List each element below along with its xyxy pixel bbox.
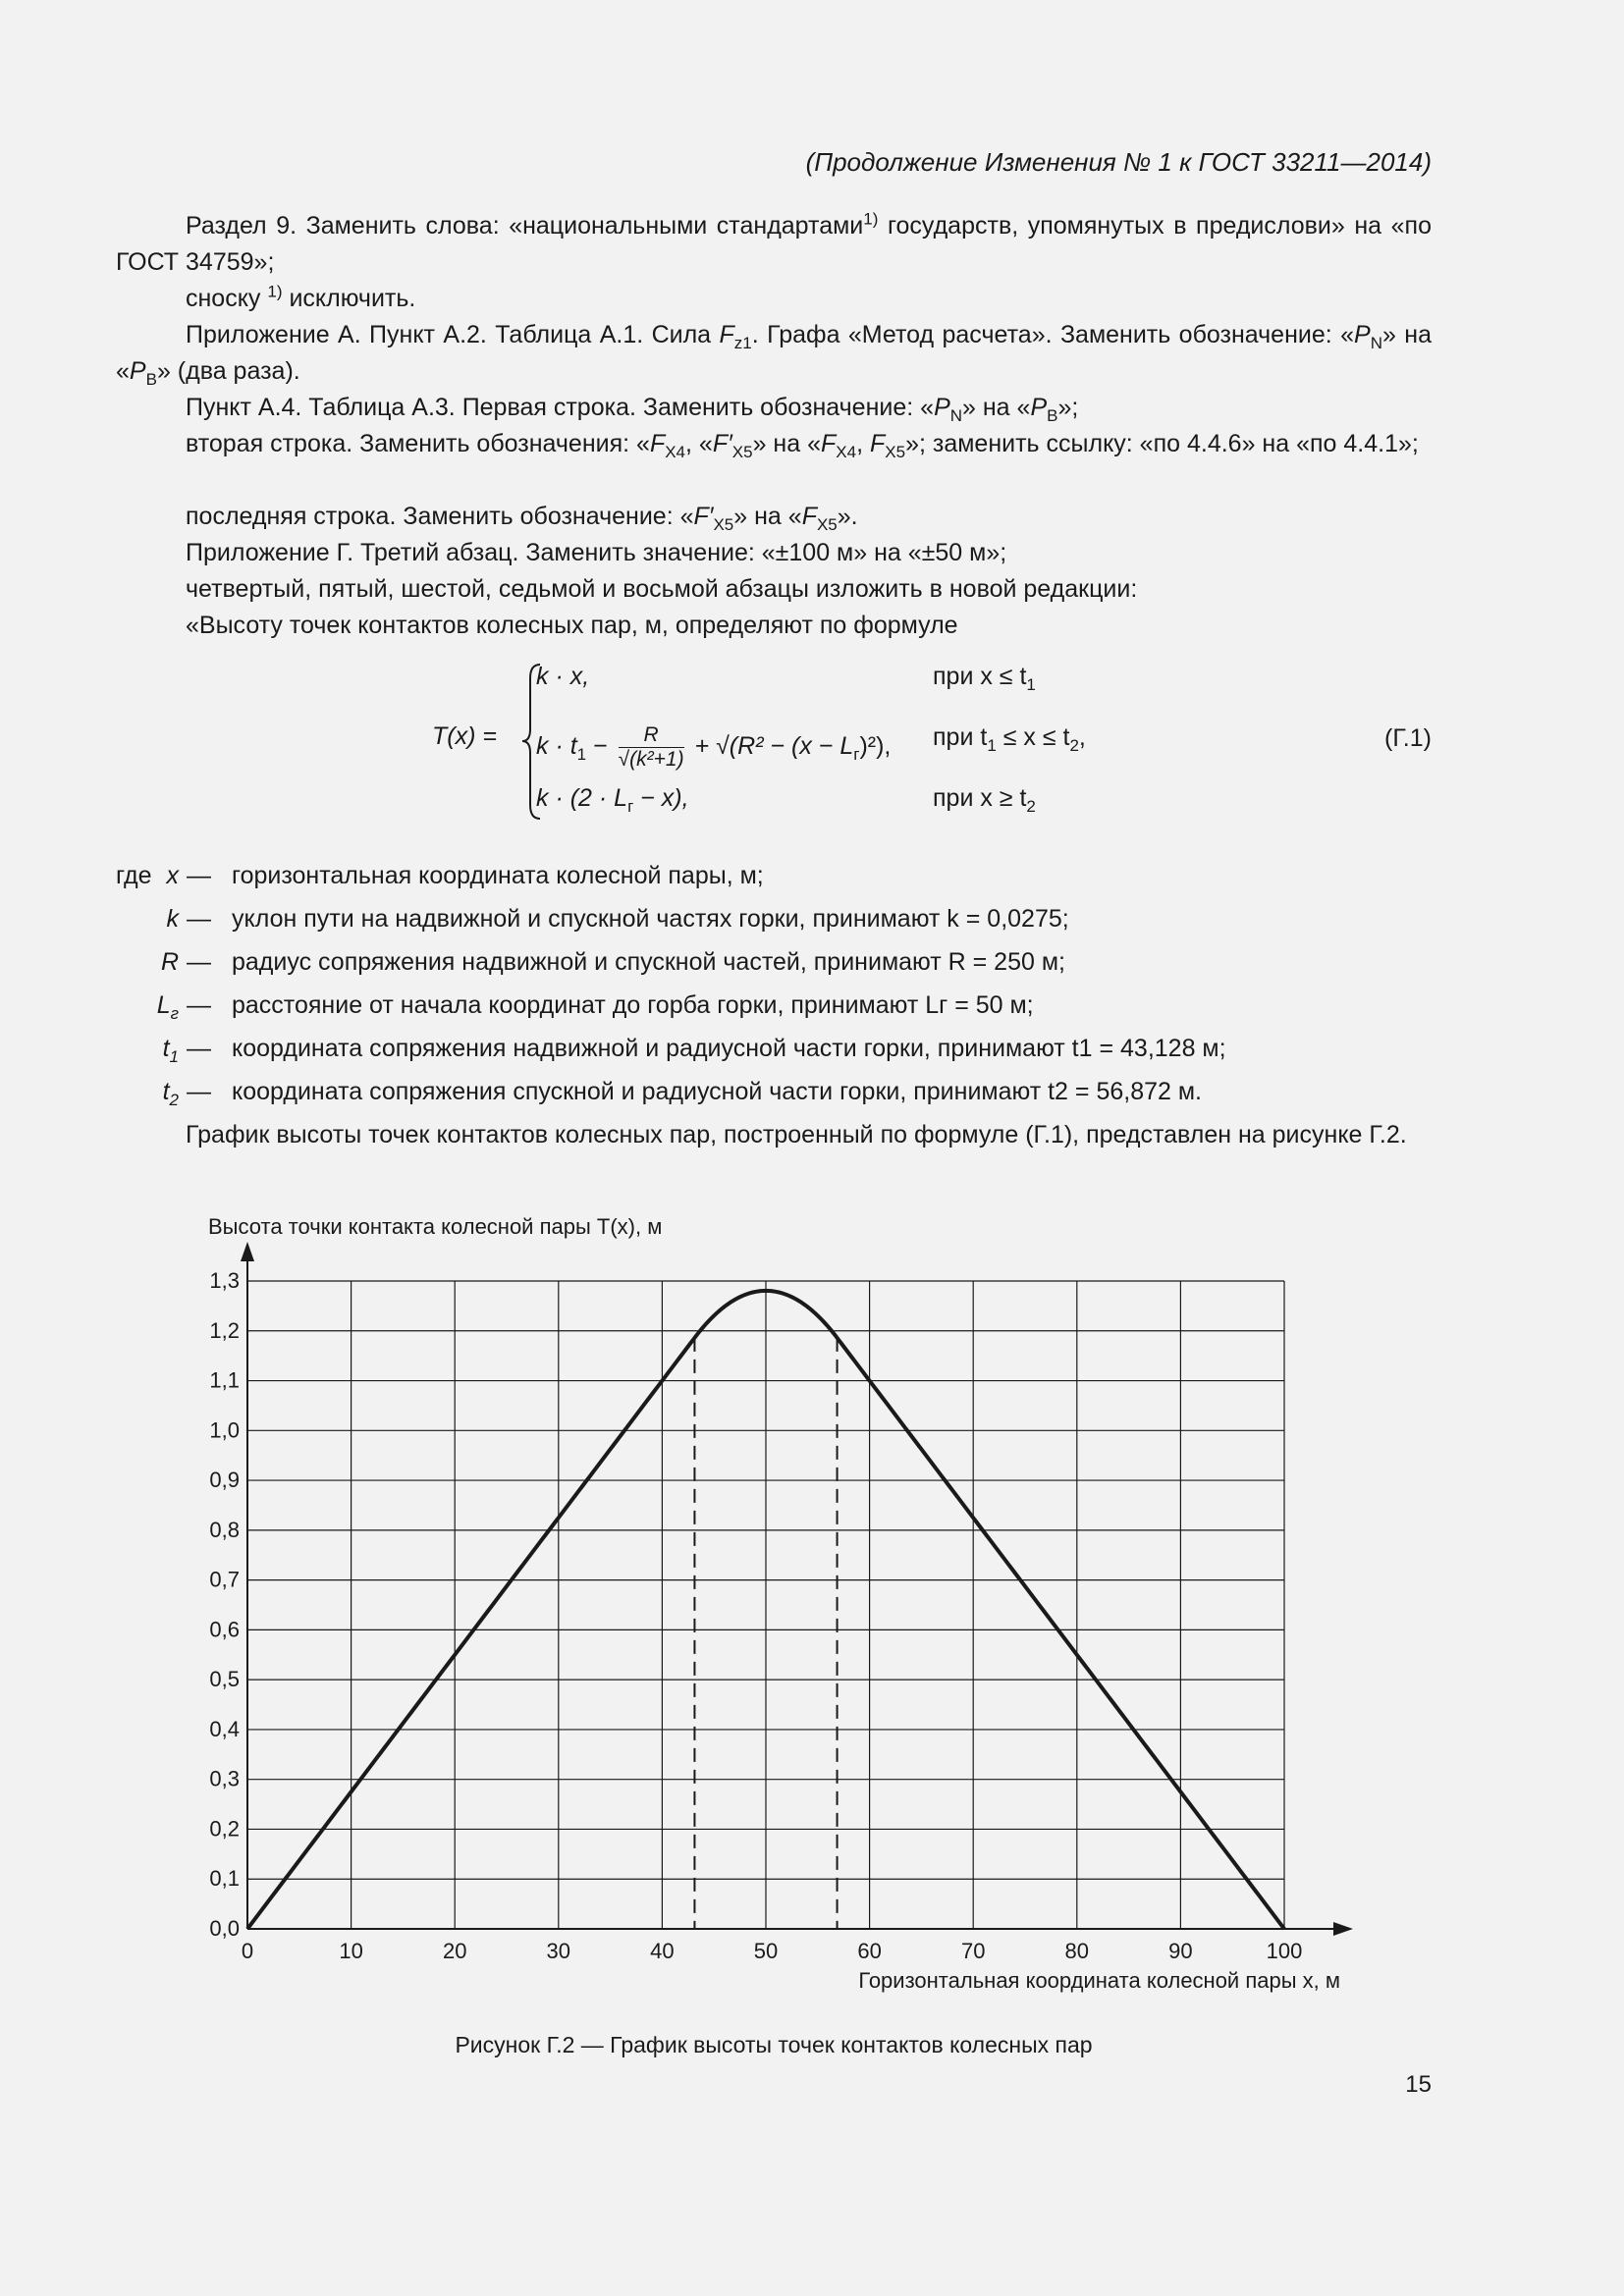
definition-symbol: x	[166, 862, 179, 889]
y-tick-label: 1,1	[209, 1367, 240, 1393]
page-number: 15	[1405, 2071, 1432, 2098]
y-tick-label: 0,2	[209, 1816, 240, 1842]
y-axis-arrow-icon	[241, 1242, 254, 1261]
paragraph-last-row: последняя строка. Заменить обозначение: «$F'_{X5}$» на «$F_{X5}$».	[186, 503, 858, 534]
figure-caption: Рисунок Г.2 — График высоты точек контактов колесных пар	[455, 2032, 1093, 2057]
definition-symbol: $t_1$	[162, 1035, 179, 1066]
height-chart	[187, 1212, 1365, 1998]
formula-condition-1: при $x \le t_1$	[933, 663, 1036, 694]
definition-symbol: k	[166, 905, 179, 933]
paragraph-footnote: сноску $^{1)}$ исключить.	[186, 282, 416, 312]
x-tick-label: 80	[1064, 1939, 1090, 1963]
y-tick-label: 0,5	[209, 1667, 240, 1692]
x-tick-label: 20	[442, 1939, 467, 1963]
x-tick-label: 60	[857, 1939, 882, 1963]
x-axis-arrow-icon	[1333, 1922, 1353, 1936]
formula-g1	[116, 653, 1432, 829]
formula-lhs: T(x) =	[432, 722, 497, 750]
x-tick-label: 100	[1266, 1939, 1303, 1963]
y-tick-label: 0,8	[209, 1517, 240, 1542]
definition-symbol: $t_2$	[162, 1078, 179, 1109]
paragraph-second-row: вторая строка. Заменить обозначения: «$F_{X4}$, «$F'_{X5}$» на «$F_{X4}$, $F_{X5}$»; заменить ссылку: «по 4.4.6» на «по 4.4.1»;	[186, 430, 1419, 461]
x-tick-label: 30	[546, 1939, 571, 1963]
y-tick-label: 0,6	[209, 1617, 240, 1642]
paragraph-appendix-a4: Пункт А.4. Таблица А.3. Первая строка. Заменить обозначение: «$P_N$» на «$P_В$»;	[186, 394, 1079, 425]
x-tick-label: 70	[960, 1939, 986, 1963]
x-tick-label: 10	[339, 1939, 363, 1963]
equation-number: (Г.1)	[1384, 724, 1432, 752]
formula-case-2: $k \cdot t_1$ − $\frac{R}{\text{√(k²+1)}}$ + $√(R^2 - (x - L_г)^2)$,	[536, 723, 892, 771]
x-tick-label: 50	[753, 1939, 779, 1963]
x-tick-label: 0	[241, 1939, 254, 1963]
tick-labels	[209, 1268, 1302, 1963]
y-tick-label: 0,1	[209, 1866, 240, 1892]
page-header: (Продолжение Изменения № 1 к ГОСТ 33211—2014)	[805, 147, 1432, 177]
x-tick-label: 40	[650, 1939, 675, 1963]
y-tick-label: 0,3	[209, 1766, 240, 1791]
grid	[241, 1242, 1353, 1936]
formula-condition-2: при $t_1 \le x \le t_2$,	[933, 723, 1086, 755]
formula-case-1: k · x,	[536, 663, 590, 690]
formula-condition-3: при $x \ge t_2$	[933, 784, 1036, 816]
paragraph-section-9: Раздел 9. Заменить слова: «национальными стандартами$^{1)}$ государств, упомянутых в предислови» на «по ГОСТ 34759»;	[116, 209, 1432, 276]
paragraph-new-edition: четвертый, пятый, шестой, седьмой и восьмой абзацы изложить в новой редакции:	[186, 575, 1138, 603]
y-tick-label: 0,0	[209, 1916, 240, 1941]
formula-case-3: $k \cdot (2 \cdot L_г - x)$,	[536, 784, 689, 816]
paragraph-appendix-a2: Приложение А. Пункт А.2. Таблица А.1. Сила $F_{z1}$. Графа «Метод расчета». Заменить обозначение: «$P_N$» на «$P_В$» (два раза).	[116, 321, 1432, 389]
x-axis-label: Горизонтальная координата колесной пары x, м	[858, 1968, 1340, 1993]
y-tick-label: 1,3	[209, 1268, 240, 1293]
definition-symbol: $L_г$	[156, 991, 179, 1023]
where-word: где	[116, 862, 152, 889]
y-tick-label: 1,2	[209, 1317, 240, 1343]
x-tick-label: 90	[1168, 1939, 1193, 1963]
definition-symbol: R	[160, 948, 179, 976]
paragraph-appendix-g: Приложение Г. Третий абзац. Заменить значение: «±100 м» на «±50 м»;	[186, 539, 1007, 566]
y-tick-label: 0,4	[209, 1716, 240, 1741]
paragraph-formula-intro: «Высоту точек контактов колесных пар, м, определяют по формуле	[186, 612, 958, 639]
paragraph-figure-ref: График высоты точек контактов колесных пар, построенный по формуле (Г.1), представлен на рисунке Г.2.	[186, 1121, 1407, 1148]
y-axis-label: Высота точки контакта колесной пары T(x), м	[208, 1214, 663, 1239]
y-tick-label: 1,0	[209, 1417, 240, 1443]
y-tick-label: 0,9	[209, 1468, 240, 1493]
y-tick-label: 0,7	[209, 1567, 240, 1592]
